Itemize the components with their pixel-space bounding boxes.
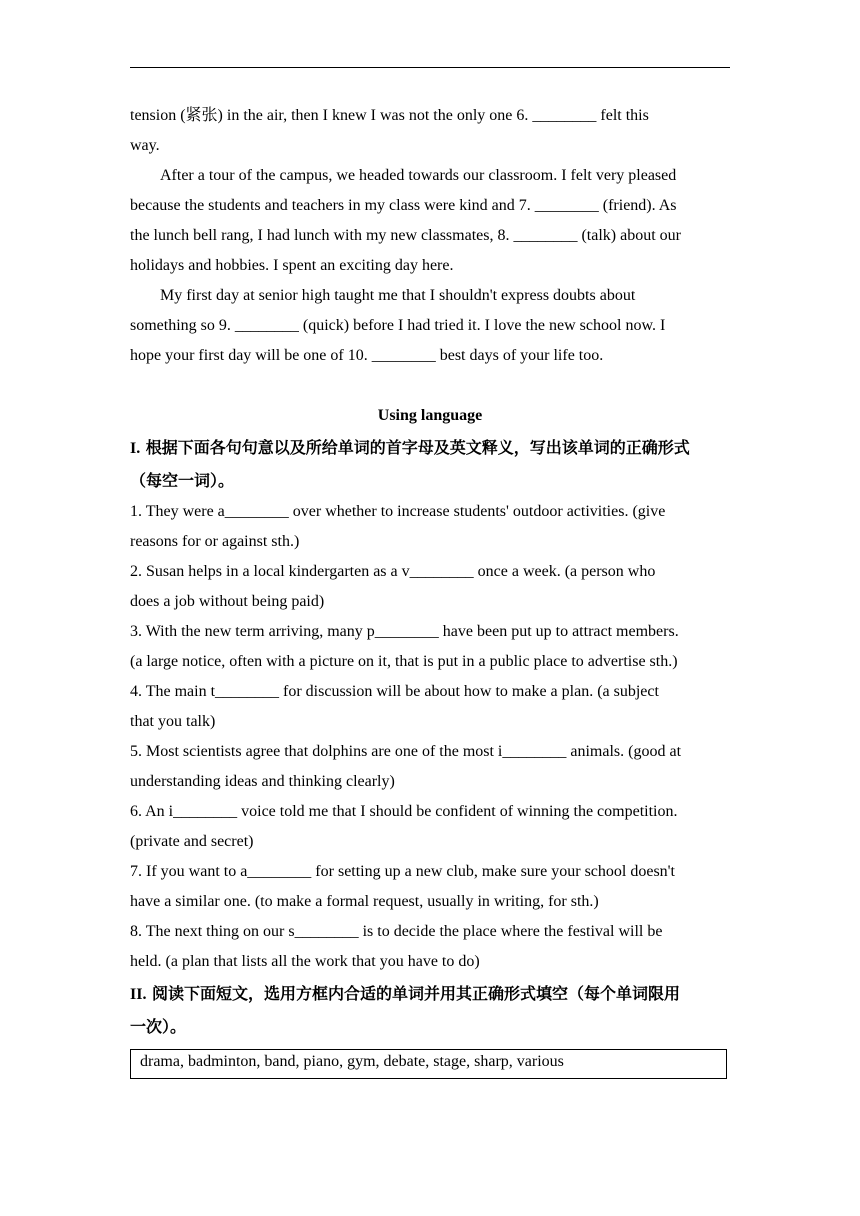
question-line: that you talk) (130, 713, 216, 730)
question-line: 2. Susan helps in a local kindergarten as a v________ once a week. (a person who (130, 563, 656, 580)
page-content (130, 101, 730, 1079)
question-line: understanding ideas and thinking clearly) (130, 773, 395, 790)
part2-heading-cont: 一次）。 (130, 1017, 187, 1036)
question-line: 8. The next thing on our s________ is to decide the place where the festival will be (130, 923, 663, 940)
question-line: held. (a plan that lists all the work that you have to do) (130, 953, 480, 970)
part2-heading-text: 阅读下面短文，选用方框内合适的单词并用其正确形式填空（每个单词限用 (146, 984, 681, 1003)
question-line: 7. If you want to a________ for setting up a new club, make sure your school doesn't (130, 863, 675, 880)
question-line: have a similar one. (to make a formal request, usually in writing, for sth.) (130, 893, 599, 910)
passage-line: tension (紧张) in the air, then I knew I was not the only one 6. ________ felt this (130, 107, 649, 124)
passage-line: because the students and teachers in my class were kind and 7. ________ (friend). As (130, 197, 677, 214)
passage-line: hope your first day will be one of 10. ________ best days of your life too. (130, 347, 604, 364)
question-line: 5. Most scientists agree that dolphins are one of the most i________ animals. (good at (130, 743, 682, 760)
passage-line: something so 9. ________ (quick) before I had tried it. I love the new school now. I (130, 317, 666, 334)
passage-paragraph-start: After a tour of the campus, we headed towards our classroom. I felt very pleased (160, 167, 677, 184)
question-line: (private and secret) (130, 833, 254, 850)
word-box: drama, badminton, band, piano, gym, debate, stage, sharp, various (130, 1049, 727, 1079)
part2-heading-number: II. (130, 986, 147, 1003)
passage-paragraph-start: My first day at senior high taught me that I shouldn't express doubts about (160, 287, 636, 304)
question-line: 4. The main t________ for discussion will be about how to make a plan. (a subject (130, 683, 659, 700)
passage-line: way. (130, 137, 160, 154)
passage-line: the lunch bell rang, I had lunch with my new classmates, 8. ________ (talk) about our (130, 227, 681, 244)
section-title: Using language (377, 407, 483, 424)
part1-heading-text: 根据下面各句句意以及所给单词的首字母及英文释义，写出该单词的正确形式 (140, 438, 690, 457)
question-line: reasons for or against sth.) (130, 533, 300, 550)
question-line: does a job without being paid) (130, 593, 325, 610)
part1-heading (130, 431, 730, 464)
part1-heading-number: I. (130, 440, 141, 457)
question-line: (a large notice, often with a picture on it, that is put in a public place to advertise sth.) (130, 653, 678, 670)
part1-heading-cont: （每空一词）。 (130, 471, 235, 490)
question-line: 6. An i________ voice told me that I should be confident of winning the competition. (130, 803, 678, 820)
question-line: 1. They were a________ over whether to increase students' outdoor activities. (give (130, 503, 666, 520)
passage-line: holidays and hobbies. I spent an exciting day here. (130, 257, 454, 274)
header-rule (130, 67, 730, 68)
question-line: 3. With the new term arriving, many p________ have been put up to attract members. (130, 623, 679, 640)
part2-heading (130, 977, 730, 1010)
